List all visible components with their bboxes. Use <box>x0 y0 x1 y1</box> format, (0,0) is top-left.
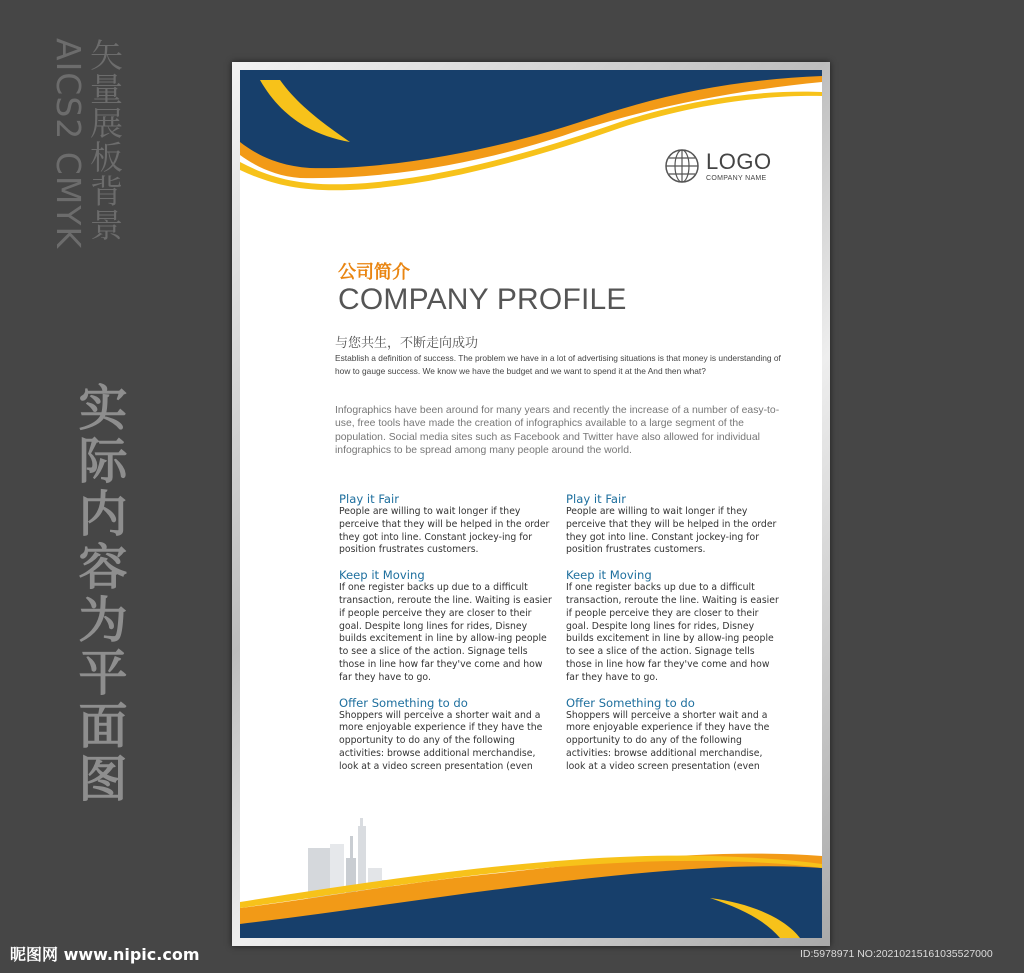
section-title: Keep it Moving <box>566 568 652 583</box>
section-keep-it-moving <box>566 568 781 684</box>
section-play-it-fair <box>566 492 781 557</box>
company-logo <box>664 148 772 184</box>
heading-en: COMPANY PROFILE <box>338 283 627 316</box>
section-play-it-fair <box>339 492 554 557</box>
left-column <box>339 492 554 785</box>
bottom-wave-decoration <box>240 838 822 938</box>
section-offer-something <box>566 696 781 774</box>
side-note: 实际内容为平面图 <box>71 382 128 806</box>
side-label-cn: 矢量展板背景 <box>85 38 124 242</box>
section-body: Shoppers will perceive a shorter wait and a more enjoyable experience if they have the opportunity to do any of the following activities: browse additional merchandise, look at a video screen presentation (even <box>339 709 543 772</box>
section-title: Play it Fair <box>339 492 400 506</box>
intro-paragraph-1: Establish a definition of success. The problem we have in a lot of advertising situations is that money is understanding of how to gauge success. We know we have the budget and we want to spend it at the And then what? <box>335 353 781 376</box>
slogan: 与您共生，不断走向成功 <box>335 336 479 351</box>
section-keep-it-moving <box>339 568 554 684</box>
side-vertical-label <box>50 38 122 249</box>
section-title: Keep it Moving <box>339 568 425 583</box>
section-body: If one register backs up due to a difficult transaction, reroute the line. Waiting is easier if people perceive they are closer to their goal. Despite long lines for rides, Disney builds excitement in line by allow-ing people to see a slice of the action. Signage tells those in line how far they've come and how far they have to go. <box>566 582 779 683</box>
section-offer-something <box>339 696 554 774</box>
section-body: If one register backs up due to a difficult transaction, reroute the line. Waiting is easier if people perceive they are closer to their goal. Despite long lines for rides, Disney builds excitement in line by allow-ing people to see a slice of the action. Signage tells those in line how far they've come and how far they have to go. <box>339 582 552 683</box>
image-id-label: ID:5978971 NO:20210215161035527000 <box>800 948 993 960</box>
logo-company-name: COMPANY NAME <box>706 174 767 182</box>
logo-text: LOGO <box>706 148 772 174</box>
poster-panel <box>240 70 822 938</box>
side-label-en: AICS2 CMYK <box>49 38 88 250</box>
intro-paragraph-2: Infographics have been around for many years and recently the increase of a number of easy-to-use, free tools have made the creation of infographics available to a large segment of the population. Social media sites such as Facebook and Twitter have also allowed for individual infographics to be spread among many people around the world. <box>335 405 780 457</box>
section-body: People are willing to wait longer if they perceive that they will be helped in the order they got into line. Constant jockey-ing for position frustrates customers. <box>339 506 550 556</box>
section-body: People are willing to wait longer if they perceive that they will be helped in the order they got into line. Constant jockey-ing for position frustrates customers. <box>566 506 777 556</box>
section-body: Shoppers will perceive a shorter wait and a more enjoyable experience if they have the opportunity to do any of the following activities: browse additional merchandise, look at a video screen presentation (even <box>566 709 770 772</box>
section-title: Offer Something to do <box>339 695 468 710</box>
section-title: Play it Fair <box>566 492 627 506</box>
heading-cn: 公司简介 <box>338 262 410 283</box>
site-watermark: 昵图网 www.nipic.com <box>10 945 200 964</box>
section-title: Offer Something to do <box>566 695 695 710</box>
globe-icon <box>664 148 700 184</box>
right-column <box>566 492 781 785</box>
